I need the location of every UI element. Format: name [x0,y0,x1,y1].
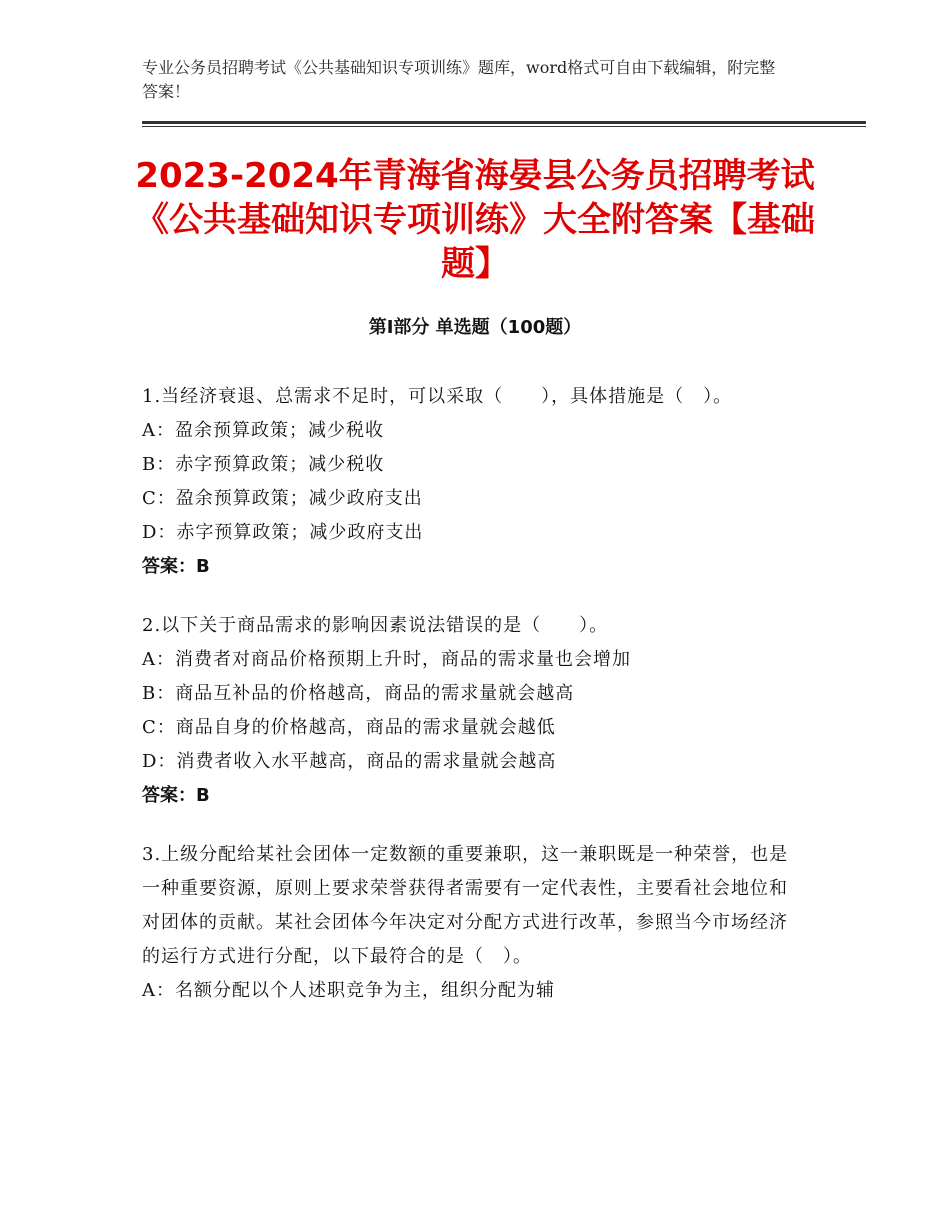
question-1 [142,380,802,584]
answer-line: 答案：B [142,785,210,806]
option-a: A：盈余预算政策；减少税收 [142,420,384,441]
option-a: A：消费者对商品价格预期上升时，商品的需求量也会增加 [142,649,631,670]
option-d: D：消费者收入水平越高，商品的需求量就会越高 [142,751,557,772]
question-stem: 2.以下关于商品需求的影响因素说法错误的是（ ）。 [142,615,609,636]
header-rule-thick [142,121,866,124]
question-list [142,380,802,1033]
question-2 [142,609,802,813]
question-3 [142,838,802,1008]
header-rule-thin [142,126,866,127]
option-d: D：赤字预算政策；减少政府支出 [142,522,424,543]
question-stem: 3.上级分配给某社会团体一定数额的重要兼职，这一兼职既是一种荣誉，也是一种重要资源，原则上要求荣誉获得者需要有一定代表性，主要看社会地位和对团体的贡献。某社会团体今年决定对分配方式进行改革，参照当今市场经济的运行方式进行分配，以下最符合的是（ ）。 [142,844,789,967]
document-title: 2023-2024年青海省海晏县公务员招聘考试《公共基础知识专项训练》大全附答案【基础题】 [135,156,815,284]
option-a: A：名额分配以个人述职竞争为主，组织分配为辅 [142,980,555,1001]
answer-line: 答案：B [142,556,210,577]
option-c: C：商品自身的价格越高，商品的需求量就会越低 [142,717,556,738]
option-b: B：商品互补品的价格越高，商品的需求量就会越高 [142,683,575,704]
header-note: 专业公务员招聘考试《公共基础知识专项训练》题库，word格式可自由下载编辑，附完整答案！ [142,58,776,101]
question-stem: 1.当经济衰退、总需求不足时，可以采取（ ），具体措施是（ ）。 [142,386,733,407]
section-title: 第Ⅰ部分 单选题（100题） [368,317,582,338]
option-c: C：盈余预算政策；减少政府支出 [142,488,423,509]
option-b: B：赤字预算政策；减少税收 [142,454,385,475]
